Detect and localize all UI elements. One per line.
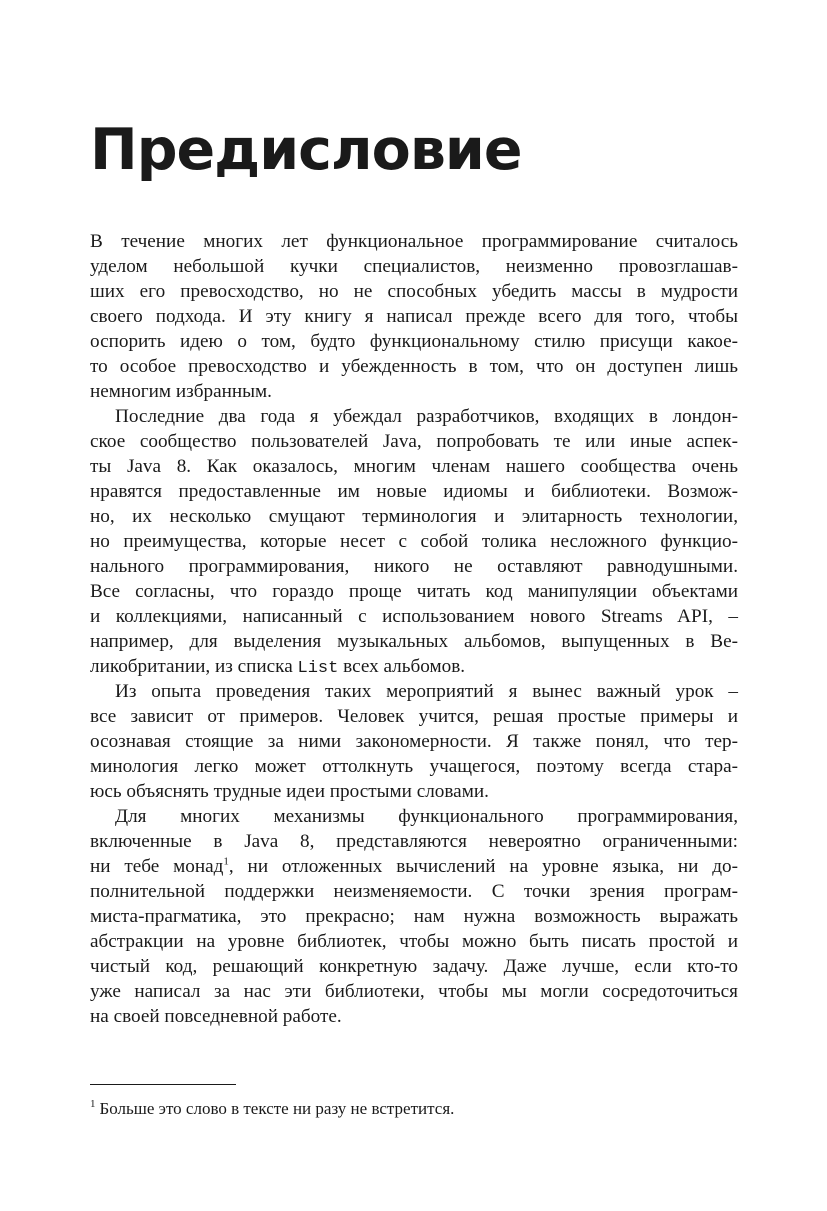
text-line: В течение многих лет функциональное программирование считалось [90,231,738,252]
paragraph [90,229,738,404]
text-line: все зависит от примеров. Человек учится, решая простые примеры и [90,706,738,727]
paragraph [90,804,738,1029]
footnote-divider [90,1084,236,1085]
paragraph [90,679,738,804]
text-line: уделом небольшой кучки специалистов, неизменно провозглашав- [90,256,738,277]
paragraph [90,404,738,679]
text-line: оспорить идею о том, будто функциональному стилю присущи какое- [90,331,738,352]
text-segment: ликобритании, из списка [90,656,298,677]
text-line: Все согласны, что гораздо проще читать код манипуляции объектами [90,581,738,602]
text-line: минология легко может оттолкнуть учащегося, поэтому всегда стара- [90,756,738,777]
text-segment: , ни отложенных вычислений на уровне языка, ни до- [228,856,739,877]
text-line: например, для выделения музыкальных альбомов, выпущенных в Ве- [90,631,738,652]
text-line: ших его превосходство, но не способных убедить массы в мудрости [90,281,738,302]
text-line: немногим избранным. [90,381,272,402]
text-line: и коллекциями, написанный с использованием нового Streams API, – [90,606,738,627]
text-line: нального программирования, никого не оставляют равнодушными. [90,556,738,577]
text-line [90,854,738,879]
text-line: на своей повседневной работе. [90,1006,342,1027]
code-term: List [297,659,339,678]
text-line: нравятся предоставленные им новые идиомы и библиотеки. Возмож- [90,481,738,502]
footnote [90,1098,454,1120]
text-line: чистый код, решающий конкретную задачу. Даже лучше, если кто-то [90,956,738,977]
text-line: Из опыта проведения таких мероприятий я вынес важный урок – [115,681,738,702]
text-line: миста-прагматика, это прекрасно; нам нужна возможность выражать [90,906,738,927]
text-line: юсь объяснять трудные идеи простыми словами. [90,781,489,802]
text-line: но, их несколько смущают терминология и элитарность технологии, [90,506,738,527]
text-line: включенные в Java 8, представляются невероятно ограниченными: [90,831,738,852]
text-line: уже написал за нас эти библиотеки, чтобы мы могли сосредоточиться [90,981,738,1002]
text-line: ское сообщество пользователей Java, попробовать те или иные аспек- [90,431,738,452]
body-text [90,229,738,1029]
text-line: ты Java 8. Как оказалось, многим членам нашего сообщества очень [90,456,738,477]
footnote-text: Больше это слово в тексте ни разу не встретится. [99,1099,455,1118]
text-segment: всех альбомов. [338,656,466,677]
text-line: полнительной поддержки неизменяемости. С точки зрения програм- [90,881,738,902]
text-line: своего подхода. И эту книгу я написал прежде всего для того, чтобы [90,306,738,327]
text-line: но преимущества, которые несет с собой толика несложного функцио- [90,531,738,552]
footnote-reference[interactable]: 1 [223,855,229,868]
text-line: Для многих механизмы функционального программирования, [115,806,738,827]
text-line: то особое превосходство и убежденность в том, что он доступен лишь [90,356,738,377]
text-line: Последние два года я убеждал разработчиков, входящих в лондон- [115,406,738,427]
text-line: абстракции на уровне библиотек, чтобы можно быть писать простой и [90,931,738,952]
text-line: осознавая стоящие за ними закономерности. Я также понял, что тер- [90,731,738,752]
page-title: Предисловие [90,117,522,183]
footnote-number: 1 [90,1098,96,1111]
text-line [90,654,738,679]
text-segment: ни тебе монад [90,856,224,877]
